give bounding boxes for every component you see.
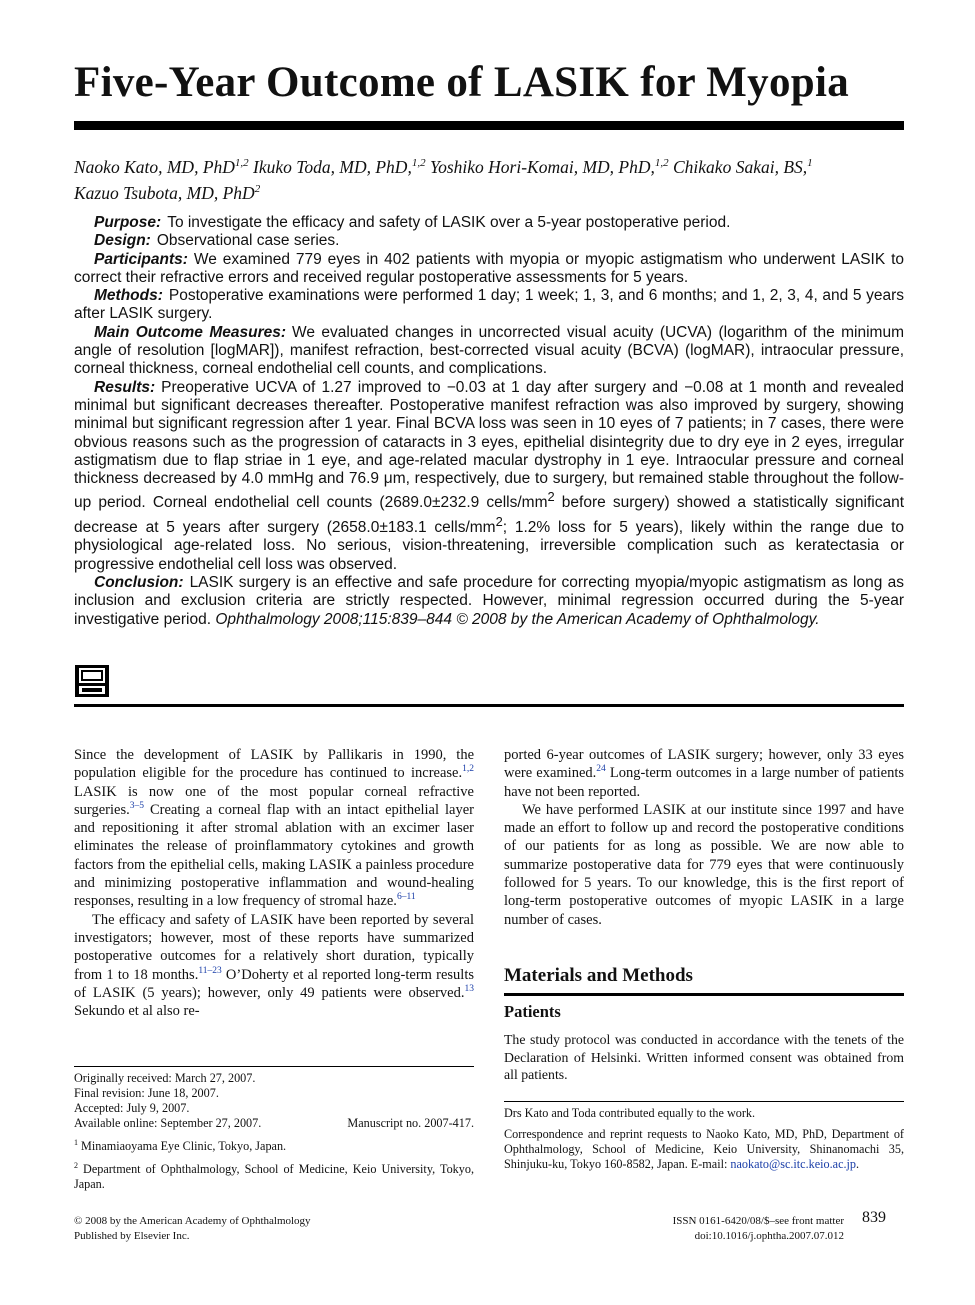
online-row <box>74 1116 474 1131</box>
abstract-text: LASIK surgery is an effective and safe procedure for correcting myopia/myopic astigmatism as long as inclusion and exclusion criteria are strictly respected. However, minimal regression occurred during the 5-year investigative period. <box>74 573 904 628</box>
correspondence-text: . <box>856 1157 860 1171</box>
publisher: Published by Elsevier Inc. <box>74 1229 190 1242</box>
reference-link[interactable]: 24 <box>596 764 606 775</box>
affiliation <box>74 1135 474 1154</box>
paragraph-text: Since the development of LASIK by Pallikaris in 1990, the population eligible for the procedure has continued to increase. <box>74 747 474 782</box>
abstract-text: before surgery) showed a statistically significant decrease at 5 years after surgery (2658.0±183.1 cells/mm <box>74 494 904 537</box>
author-affiliation: 1 <box>807 157 813 169</box>
footnotes-left <box>74 1071 474 1192</box>
paragraph-text: The efficacy and safety of LASIK have been reported by several investigators; however, most of these reports have summarized postoperative outcomes for a relatively short duration, typically from 1 to 18 months. <box>74 911 474 983</box>
online-date: Available online: September 27, 2007. <box>74 1116 262 1130</box>
paragraph: The study protocol was conducted in accordance with the tenets of the Declaration of Helsinki. Written informed consent was obtained from all patients. <box>504 1032 904 1082</box>
copyright: © 2008 by the American Academy of Ophthalmology <box>74 1215 311 1227</box>
affiliation-text: Minamiaoyama Eye Clinic, Tokyo, Japan. <box>81 1139 287 1154</box>
abstract-text: To investigate the efficacy and safety of LASIK over a 5-year postoperative period. <box>167 214 731 231</box>
abstract-outcomes <box>74 324 904 379</box>
page-number: 839 <box>862 1209 886 1226</box>
manuscript-number: Manuscript no. 2007-417. <box>347 1116 474 1130</box>
footer-left <box>74 1214 311 1243</box>
revision-date: Final revision: June 18, 2007. <box>74 1086 219 1100</box>
abstract <box>74 214 904 629</box>
affiliation-number: 1 <box>74 1138 78 1147</box>
footnote-rule <box>504 1101 904 1102</box>
citation: Ophthalmology 2008;115:839–844 © 2008 by the American Academy of Ophthalmology. <box>215 610 820 628</box>
paragraph-text: Sekundo et al also re- <box>74 1003 200 1020</box>
title-rule <box>74 121 904 130</box>
correspondence-text: Correspondence and reprint requests to Naoko Kato, MD, PhD, Department of Ophthalmology, School of Medicine, Keio University, Shinanomachi 35, Shinjuku-ku, Tokyo 160-8582, Japan. E-mail: <box>504 1127 904 1171</box>
footnote-rule <box>74 1066 474 1067</box>
abstract-conclusion <box>74 574 904 629</box>
section-heading: Materials and Methods <box>504 965 693 986</box>
issn: ISSN 0161-6420/08/$–see front matter <box>672 1215 844 1227</box>
abstract-text: We examined 779 eyes in 402 patients with myopia or myopic astigmatism who underwent LASIK to correct their refractive errors and received regular postoperative assessments for 5 years. <box>74 250 904 286</box>
footer-right <box>600 1214 844 1243</box>
reference-link[interactable]: 13 <box>464 984 474 995</box>
received-date: Originally received: March 27, 2007. <box>74 1071 256 1085</box>
monitor-icon <box>74 664 110 698</box>
reference-link[interactable]: 11–23 <box>198 965 222 976</box>
abstract-text: Postoperative examinations were performed 1 day; 1 week; 1, 3, and 6 months; and 1, 2, 3, 4, and 5 years after LASIK surgery. <box>74 287 904 323</box>
abstract-methods <box>74 287 904 324</box>
abstract-text: We evaluated changes in uncorrected visual acuity (UCVA) (logarithm of the minimum angle of resolution [logMAR]), manifest refraction, best-corrected visual acuity (BCVA) (logMAR), intraocular pressure, corneal thickness, corneal endothelial cell counts, and complications. <box>74 323 904 378</box>
abstract-label: Design: <box>94 232 151 250</box>
superscript: 2 <box>495 513 503 529</box>
affiliation-number: 2 <box>74 1161 78 1171</box>
author-name: Chikako Sakai, BS, <box>673 156 808 177</box>
email-link[interactable]: naokato@sc.itc.keio.ac.jp <box>730 1157 857 1171</box>
body-column-right <box>504 746 904 929</box>
author-affiliation: 1,2 <box>234 157 249 169</box>
author-name: Yoshiko Hori-Komai, MD, PhD, <box>429 156 655 177</box>
abstract-results <box>74 379 904 574</box>
equal-contribution-note: Drs Kato and Toda contributed equally to the work. <box>504 1106 756 1120</box>
abstract-text: Observational case series. <box>156 232 340 250</box>
author-name: Ikuko Toda, MD, PhD, <box>253 156 412 177</box>
abstract-text: Preoperative UCVA of 1.27 improved to −0.03 at 1 day after surgery and −0.08 at 1 month and revealed minimal but significant decreases thereafter. Postoperative manifest refraction was also improved by surgery, showing minimal but significant regression after 1 year. Final BCVA loss was seen in 10 eyes of 7 patients; in 7 cases, there were obvious reasons such as the progression of cataracts in 3 eyes, epithelial disintegrity due to dry eye in 2 eyes, irregular astigmatism due to flap striae in 1 eye, and age-related macular dystrophy in 1 eye. Intraocular pressure and corneal thickness decreased by 4.0 mmHg and 76.9 μm, respectively, due to surgery, but remained stable throughout the follow-up period. Corneal endothelial cell counts (2689.0±232.9 cells/mm <box>74 378 904 512</box>
affiliation-text: Department of Ophthalmology, School of Medicine, Keio University, Tokyo, Japan. <box>74 1162 474 1192</box>
superscript: 2 <box>547 489 555 505</box>
subsection-heading: Patients <box>504 1002 561 1021</box>
author-name: Naoko Kato, MD, PhD <box>74 156 235 177</box>
abstract-design <box>74 232 904 250</box>
author-list <box>74 152 904 204</box>
author-affiliation: 2 <box>254 182 261 195</box>
accepted-date: Accepted: July 9, 2007. <box>74 1101 190 1115</box>
abstract-label: Conclusion: <box>94 573 184 591</box>
paragraph-text: Long-term outcomes in a large number of patients have not been reported. <box>504 765 904 800</box>
abstract-label: Results: <box>94 378 156 396</box>
abstract-purpose <box>74 214 904 232</box>
doi: doi:10.1016/j.ophtha.2007.07.012 <box>694 1229 844 1242</box>
paper-title: Five-Year Outcome of LASIK for Myopia <box>74 59 850 106</box>
reference-link[interactable]: 6–11 <box>396 892 416 903</box>
paragraph: We have performed LASIK at our institute since 1997 and have made an effort to follow up and record the postoperative conditions of our patients for as long as possible. We are now able to summarize postoperative data for 779 eyes that were continuously followed for 5 years. To our knowledge, this is the first report of long-term postoperative outcomes of myopic LASIK in a large number of cases. <box>504 801 904 928</box>
abstract-text: ; 1.2% loss for 5 years), likely within the range due to physiological age-related loss. No serious, vision-threatening, irreversible complication such as keratectasia or progressive endothelial cell loss was observed. <box>74 519 904 573</box>
correspondence-note <box>504 1127 904 1172</box>
abstract-label: Purpose: <box>94 214 162 231</box>
author-affiliation: 1,2 <box>411 157 426 169</box>
paragraph-text: O’Doherty et al reported long-term results of LASIK (5 years); however, only 49 patients were observed. <box>74 966 474 1001</box>
paragraph <box>74 911 474 1021</box>
reference-link[interactable]: 1,2 <box>462 764 474 775</box>
author-name: Kazuo Tsubota, MD, PhD <box>74 182 255 203</box>
abstract-label: Main Outcome Measures: <box>94 323 287 341</box>
section-rule <box>504 993 904 996</box>
author-affiliation: 1,2 <box>654 157 669 169</box>
body-column-left <box>74 746 474 1020</box>
paragraph-text: LASIK is now one of the most popular corneal refractive surgeries. <box>74 783 474 818</box>
affiliation <box>74 1158 474 1192</box>
paragraph <box>74 746 474 911</box>
abstract-participants <box>74 251 904 288</box>
abstract-label: Participants: <box>94 250 188 268</box>
paragraph <box>504 746 904 801</box>
paragraph-text: ported 6-year outcomes of LASIK surgery; however, only 33 eyes were examined. <box>504 747 904 782</box>
reference-link[interactable]: 3–5 <box>129 801 144 812</box>
abstract-rule <box>74 704 904 707</box>
abstract-label: Methods: <box>94 287 163 305</box>
paragraph-text: Creating a corneal flap with an intact epithelial layer and repositioning it after stromal ablation with an excimer laser eliminates the release of proinflammatory cytokines and growth factors from the epithelial cells, making LASIK a painless procedure and minimizing postoperative inflammation and wound-healing responses, resulting in a low frequency of stromal haze. <box>74 801 474 910</box>
footnotes-right <box>504 1106 904 1172</box>
